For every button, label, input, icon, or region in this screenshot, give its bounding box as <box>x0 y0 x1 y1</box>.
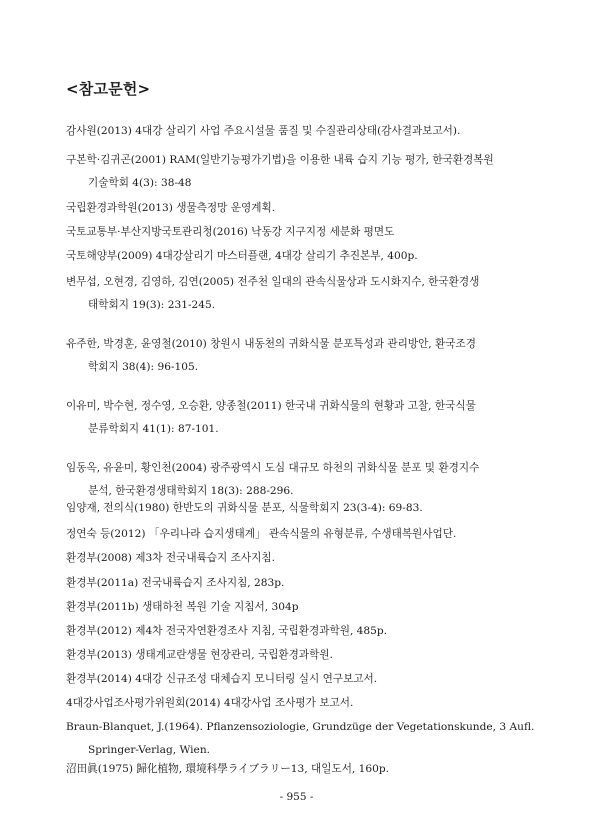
reference-continuation: 기술학회 4(3): 38-48 <box>88 177 192 189</box>
reference-text: 정연숙 등(2012) 「우리나라 습지생태계」 관속식물의 유형분류, 수생태복원사업단. <box>66 528 457 540</box>
reference-entry <box>66 395 536 441</box>
reference-continuation: 태학회지 19(3): 231-245. <box>88 299 216 311</box>
reference-text: 4대강사업조사평가위원회(2014) 4대강사업 조사평가 보고서. <box>66 697 354 709</box>
reference-text: 환경부(2014) 4대강 신규조성 대체습지 모니터링 실시 연구보고서. <box>66 673 378 685</box>
reference-entry <box>66 333 536 379</box>
reference-entry <box>66 716 536 762</box>
reference-entry <box>66 692 536 715</box>
reference-entry <box>66 245 536 268</box>
reference-entry <box>66 523 536 546</box>
reference-text: Braun-Blanquet, J.(1964). Pflanzensoziologie, Grundzüge der Vegetationskunde, 3 Aufl. <box>66 721 535 733</box>
reference-continuation: 분류학회지 41(1): 87-101. <box>88 423 219 435</box>
reference-entry <box>66 620 536 643</box>
reference-text: 이유미, 박수현, 정수영, 오승환, 양종철(2011) 한국내 귀화식물의 현황과 고찰, 한국식물 <box>66 400 476 412</box>
reference-entry <box>66 221 536 244</box>
reference-text: 국토교통부·부산지방국토관리청(2016) 낙동강 지구지정 세분화 평면도 <box>66 226 395 238</box>
reference-entry <box>66 668 536 691</box>
reference-text: 국립환경과학원(2013) 생물측정망 운영계획. <box>66 202 276 214</box>
reference-entry <box>66 758 536 781</box>
reference-text: 감사원(2013) 4대강 살리기 사업 주요시설물 품질 및 수질관리상태(감사결과보고서). <box>66 125 461 137</box>
reference-entry <box>66 596 536 619</box>
references-heading: <참고문헌> <box>66 80 151 98</box>
reference-text: 환경부(2013) 생태계교란생물 현장관리, 국립환경과학원. <box>66 649 333 661</box>
reference-continuation: 학회지 38(4): 96-105. <box>88 361 199 373</box>
reference-entry <box>66 120 536 143</box>
reference-entry <box>66 644 536 667</box>
reference-text: 구본학·김귀곤(2001) RAM(일반기능평가기법)을 이용한 내륙 습지 기능 평가, 한국환경복원 <box>66 154 494 166</box>
reference-text: 임양재, 전의식(1980) 한반도의 귀화식물 분포, 식물학회지 23(3-4): 69-83. <box>66 502 423 514</box>
reference-entry <box>66 572 536 595</box>
reference-text: 국토해양부(2009) 4대강살리기 마스터플랜, 4대강 살리기 추진본부, 400p. <box>66 250 418 262</box>
reference-text: 환경부(2008) 제3차 전국내륙습지 조사지침. <box>66 552 275 564</box>
page-number: - 955 - <box>279 791 314 803</box>
reference-text: 환경부(2011a) 전국내륙습지 조사지침, 283p. <box>66 577 285 589</box>
reference-text: 沼田眞(1975) 歸化植物, 環境科學ライブラリー13, 대일도서, 160p. <box>66 763 390 775</box>
reference-text: 환경부(2012) 제4차 전국자연환경조사 지침, 국립환경과학원, 485p. <box>66 625 388 637</box>
reference-continuation: 분석, 한국환경생태학회지 18(3): 288-296. <box>88 485 294 497</box>
reference-entry <box>66 149 536 195</box>
reference-text: 환경부(2011b) 생태하천 복원 기술 지침서, 304p <box>66 601 299 613</box>
reference-entry <box>66 271 536 317</box>
reference-continuation: Springer-Verlag, Wien. <box>88 744 211 756</box>
reference-entry <box>66 547 536 570</box>
reference-text: 변무섭, 오현경, 김영하, 김연(2005) 전주천 일대의 관속식물상과 도시화지수, 한국환경생 <box>66 276 480 288</box>
reference-text: 임동옥, 유윤미, 황인천(2004) 광주광역시 도심 대규모 하천의 귀화식물 분포 및 환경지수 <box>66 462 480 474</box>
reference-entry <box>66 197 536 220</box>
reference-text: 유주한, 박경훈, 윤영철(2010) 창원시 내동천의 귀화식물 분포특성과 관리방안, 환국조경 <box>66 338 476 350</box>
reference-entry <box>66 497 536 520</box>
